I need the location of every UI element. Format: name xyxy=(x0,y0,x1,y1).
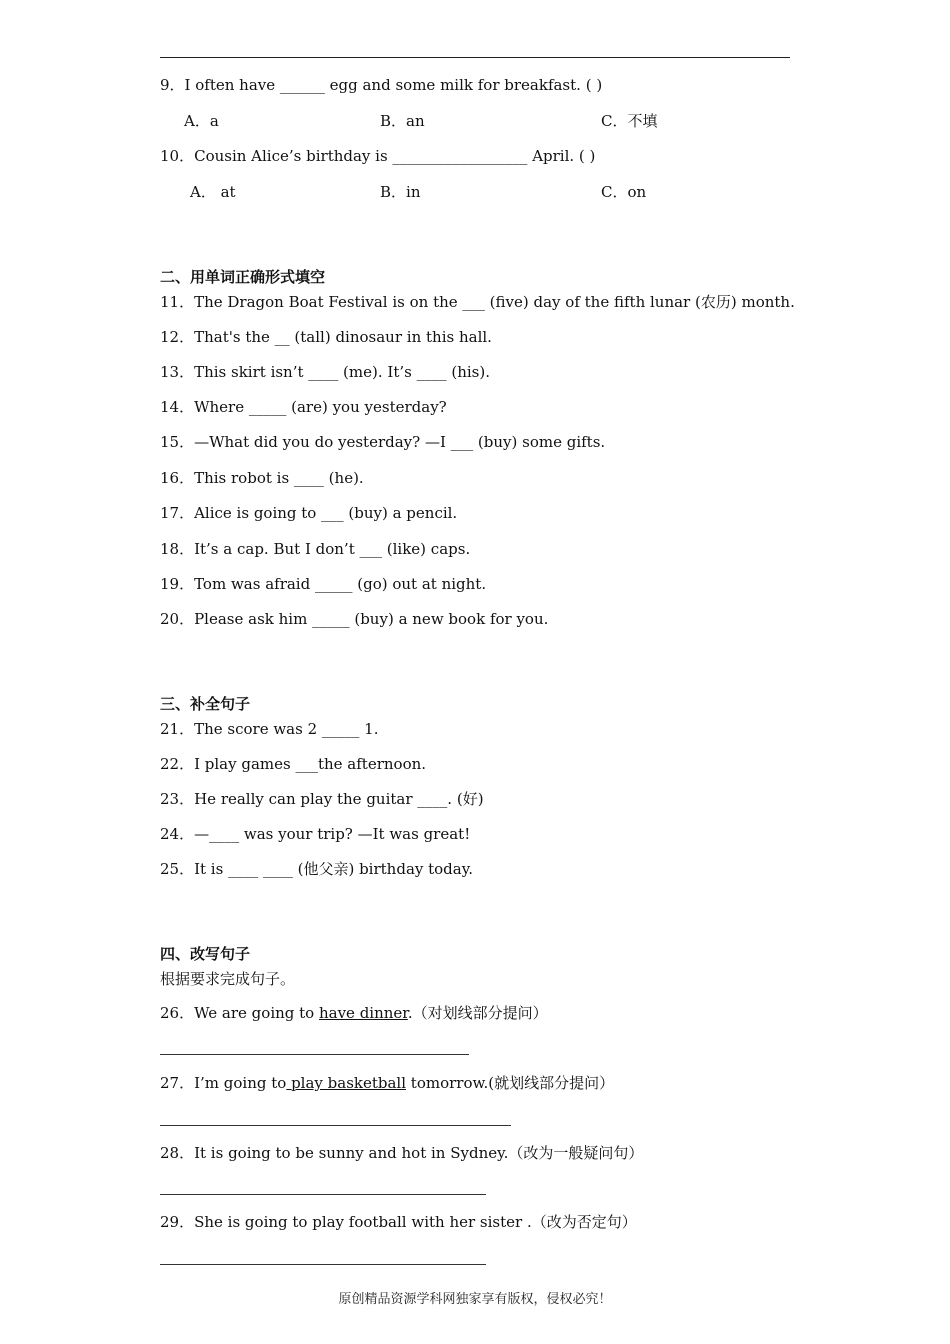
question-17: 17．Alice is going to ___ (buy) a pencil. xyxy=(160,504,458,522)
q27-answer-line[interactable] xyxy=(160,1125,511,1126)
section-2-title: 二、用单词正确形式填空 xyxy=(160,268,326,286)
q9-option-b[interactable]: B．an xyxy=(380,112,425,130)
question-13: 13．This skirt isn’t ____ (me). It’s ____ (his). xyxy=(160,363,490,381)
question-27 xyxy=(160,1073,614,1093)
section-4-title: 四、改写句子 xyxy=(160,945,251,963)
q27-underlined: play basketball xyxy=(286,1074,407,1092)
question-14: 14．Where _____ (are) you yesterday? xyxy=(160,398,447,416)
q26-suffix: .（对划线部分提问） xyxy=(407,1004,548,1022)
question-11: 11．The Dragon Boat Festival is on the ___ (five) day of the fifth lunar (农历) month. xyxy=(160,293,795,311)
q28-answer-line[interactable] xyxy=(160,1194,486,1195)
question-19: 19．Tom was afraid _____ (go) out at night. xyxy=(160,575,487,593)
question-18: 18．It’s a cap. But I don’t ___ (like) caps. xyxy=(160,540,471,558)
q27-prefix: 27．I’m going to xyxy=(160,1074,287,1092)
question-28: 28．It is going to be sunny and hot in Sydney.（改为一般疑问句） xyxy=(160,1144,644,1162)
question-26 xyxy=(160,1003,548,1023)
q9-option-a[interactable]: A．a xyxy=(184,112,219,130)
question-24: 24．—____ was your trip? —It was great! xyxy=(160,825,471,843)
question-22: 22．I play games ___the afternoon. xyxy=(160,755,427,773)
question-21: 21．The score was 2 _____ 1. xyxy=(160,720,379,738)
section-3-title: 三、补全句子 xyxy=(160,695,251,713)
header-rule xyxy=(160,57,790,58)
q26-answer-line[interactable] xyxy=(160,1054,469,1055)
q10-option-a[interactable]: A． at xyxy=(190,183,236,201)
q9-option-c[interactable]: C．不填 xyxy=(601,112,658,130)
question-16: 16．This robot is ____ (he). xyxy=(160,469,364,487)
section-4-instruction: 根据要求完成句子。 xyxy=(160,970,296,988)
q10-option-b[interactable]: B．in xyxy=(380,183,421,201)
q27-suffix: tomorrow.(就划线部分提问） xyxy=(406,1074,615,1092)
question-10: 10．Cousin Alice’s birthday is __________________ April. ( ) xyxy=(160,147,596,165)
question-29: 29．She is going to play football with her sister .（改为否定句） xyxy=(160,1213,637,1231)
q26-prefix: 26．We are going to xyxy=(160,1004,319,1022)
q10-option-c[interactable]: C．on xyxy=(601,183,647,201)
question-15: 15．—What did you do yesterday? —I ___ (buy) some gifts. xyxy=(160,433,606,451)
question-23: 23．He really can play the guitar ____. (好) xyxy=(160,790,484,808)
question-9: 9．I often have ______ egg and some milk for breakfast. ( ) xyxy=(160,76,603,94)
question-25: 25．It is ____ ____ (他父亲) birthday today. xyxy=(160,860,473,878)
question-12: 12．That's the __ (tall) dinosaur in this hall. xyxy=(160,328,492,346)
copyright-footer: 原创精品资源学科网独家享有版权，侵权必究！ xyxy=(338,1292,612,1307)
q29-answer-line[interactable] xyxy=(160,1264,486,1265)
q26-underlined: have dinner xyxy=(318,1004,408,1022)
question-20: 20．Please ask him _____ (buy) a new book for you. xyxy=(160,610,549,628)
